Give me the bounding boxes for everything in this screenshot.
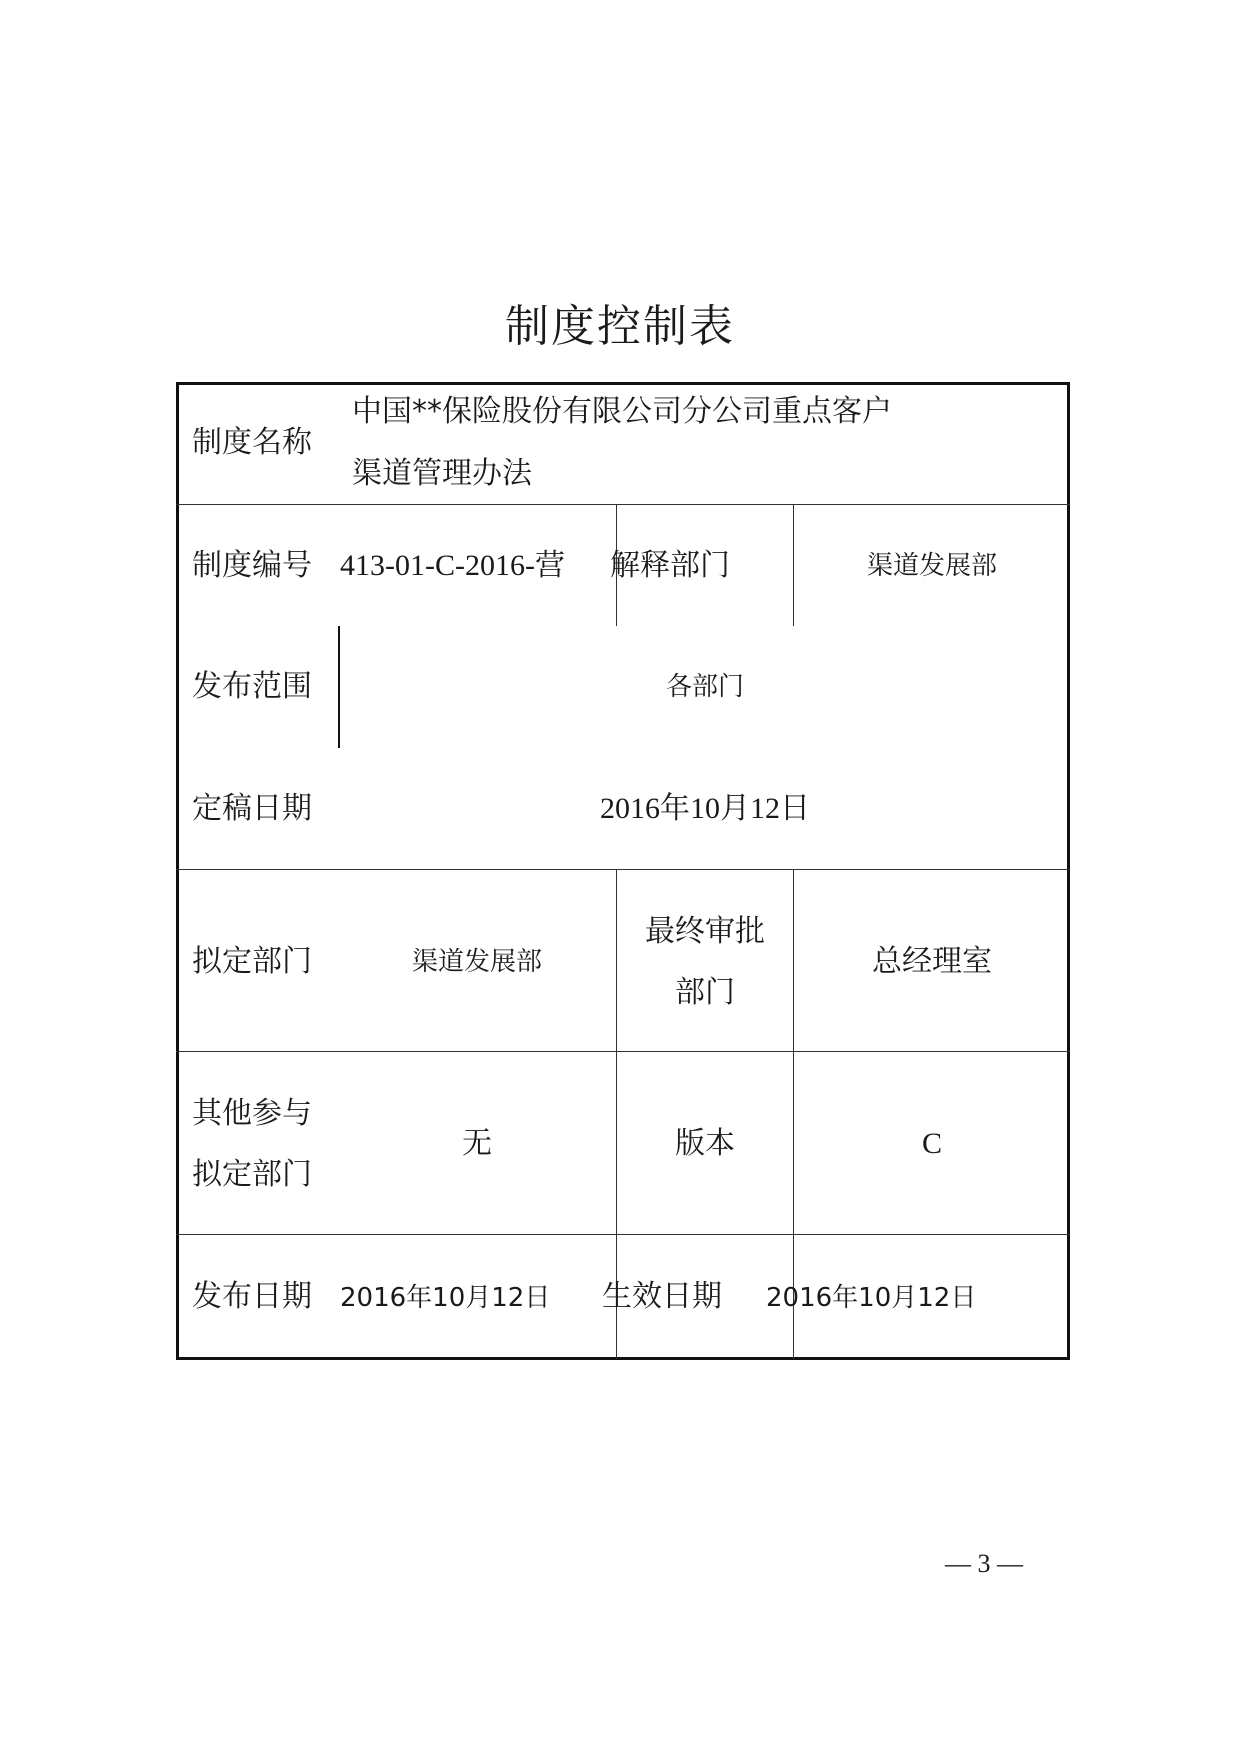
- label-other-dept-line2: 拟定部门: [192, 1157, 312, 1192]
- label-other-dept-line1: 其他参与: [192, 1096, 312, 1131]
- label-version: 版本: [675, 1126, 735, 1161]
- label-finalized-date: 定稿日期: [192, 791, 312, 826]
- value-final-approval-dept: 总经理室: [872, 944, 992, 979]
- label-effective-date: 生效日期: [602, 1279, 722, 1314]
- label-interpreting-dept: 解释部门: [610, 548, 730, 583]
- label-policy-number: 制度编号: [192, 548, 312, 583]
- control-table: [176, 382, 1070, 1360]
- value-other-dept: 无: [462, 1126, 492, 1161]
- label-policy-name: 制度名称: [192, 425, 312, 460]
- label-drafting-dept: 拟定部门: [192, 944, 312, 979]
- value-policy-number: 413-01-C-2016-营: [340, 549, 565, 582]
- value-interpreting-dept: 渠道发展部: [866, 551, 997, 581]
- label-issue-date: 发布日期: [192, 1279, 312, 1314]
- row-divider: [176, 869, 1070, 870]
- label-final-approval-line2: 部门: [675, 975, 735, 1010]
- label-final-approval-line1: 最终审批: [645, 914, 765, 949]
- row-divider: [176, 504, 1070, 505]
- label-release-scope: 发布范围: [192, 669, 312, 704]
- value-issue-date: 2016年10月12日: [340, 1283, 551, 1313]
- value-policy-name-line2: 渠道管理办法: [352, 456, 532, 491]
- value-release-scope: 各部门: [665, 672, 744, 702]
- page-title: 制度控制表: [505, 301, 735, 352]
- value-effective-date: 2016年10月12日: [766, 1283, 977, 1313]
- value-version: C: [921, 1127, 942, 1160]
- value-drafting-dept: 渠道发展部: [411, 947, 542, 977]
- row-divider: [176, 1234, 1070, 1235]
- row-divider: [176, 1051, 1070, 1052]
- value-finalized-date: 2016年10月12日: [600, 792, 810, 825]
- value-policy-name-line1: 中国**保险股份有限公司分公司重点客户: [352, 394, 892, 429]
- page-number: — 3 —: [945, 1549, 1023, 1578]
